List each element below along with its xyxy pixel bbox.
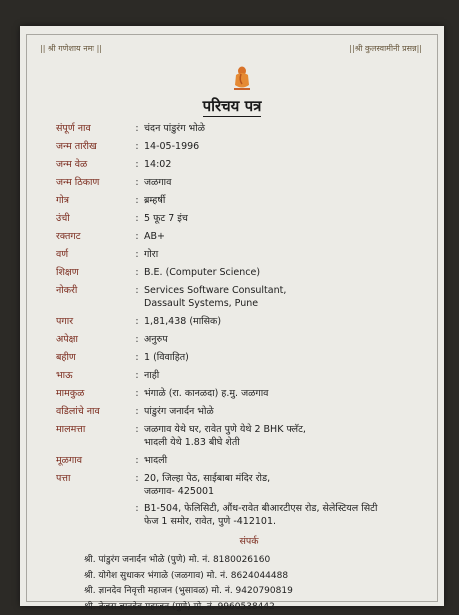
detail-value-line: गोरा: [144, 248, 436, 261]
detail-row: [56, 212, 436, 225]
detail-row: [56, 140, 436, 153]
detail-value: [144, 454, 436, 467]
detail-row: [56, 333, 436, 346]
detail-value: [144, 405, 436, 418]
detail-value-line: भादली: [144, 454, 436, 467]
detail-label: मालमत्ता: [56, 423, 130, 449]
detail-colon: :: [130, 454, 144, 467]
detail-value: [144, 266, 436, 279]
detail-value: [144, 369, 436, 382]
detail-value-line: Dassault Systems, Pune: [144, 297, 436, 310]
detail-row: [56, 351, 436, 364]
detail-label: मामकुळ: [56, 387, 130, 400]
detail-value-line: 20, जिल्हा पेठ, साईबाबा मंदिर रोड,: [144, 472, 436, 485]
detail-colon: :: [130, 194, 144, 207]
detail-value: [144, 140, 436, 153]
detail-value-line: भादली येथे 1.83 बीघे शेती: [144, 436, 436, 449]
contacts-list: [70, 553, 410, 615]
detail-value-line: AB+: [144, 230, 436, 243]
detail-colon: :: [130, 502, 144, 528]
detail-colon: :: [130, 284, 144, 310]
header-left-text: || श्री गणेशाय नमः ||: [40, 43, 102, 54]
detail-value: [144, 248, 436, 261]
detail-label: जन्म वेळ: [56, 158, 130, 171]
detail-label: [56, 502, 130, 528]
page-title-text: परिचय पत्र: [203, 97, 262, 117]
detail-value: [144, 315, 436, 328]
detail-value: [144, 502, 436, 528]
detail-row: [56, 284, 436, 310]
detail-value: [144, 176, 436, 189]
detail-value-line: 14:02: [144, 158, 436, 171]
detail-colon: :: [130, 315, 144, 328]
detail-colon: :: [130, 230, 144, 243]
contact-line: श्री. ज्ञानदेव निवृत्ती महाजन (भुसावळ) मो. नं. 9420790819: [84, 584, 410, 600]
detail-colon: :: [130, 140, 144, 153]
detail-value-line: B.E. (Computer Science): [144, 266, 436, 279]
detail-value: [144, 387, 436, 400]
details-list: [56, 122, 436, 533]
detail-colon: :: [130, 248, 144, 261]
contact-line: श्री. तेजस ज्ञानदेव महाजन (पुणे) मो. नं. 9960538442: [84, 600, 410, 615]
detail-value-line: 1,81,438 (मासिक): [144, 315, 436, 328]
detail-colon: :: [130, 369, 144, 382]
detail-row: [56, 266, 436, 279]
detail-label: मूळगाव: [56, 454, 130, 467]
detail-value-line: ब्रम्हर्षी: [144, 194, 436, 207]
detail-value-line: जळगाव येथे घर, रावेत पुणे येथे 2 BHK फ्लॅट,: [144, 423, 436, 436]
detail-value-line: B1-504, फेलिसिटी, औंध-रावेत बीआरटीएस रोड, सेलेस्टियल सिटी: [144, 502, 436, 515]
detail-value: [144, 212, 436, 225]
detail-value: [144, 122, 436, 135]
detail-label: पगार: [56, 315, 130, 328]
detail-value: [144, 284, 436, 310]
detail-value-line: जळगाव- 425001: [144, 485, 436, 498]
detail-value-line: जळगाव: [144, 176, 436, 189]
detail-colon: :: [130, 122, 144, 135]
detail-colon: :: [130, 176, 144, 189]
detail-label: उंची: [56, 212, 130, 225]
detail-value-line: 1 (विवाहित): [144, 351, 436, 364]
detail-colon: :: [130, 387, 144, 400]
detail-row: [56, 176, 436, 189]
detail-value-line: 5 फूट 7 इंच: [144, 212, 436, 225]
detail-value-line: 14-05-1996: [144, 140, 436, 153]
detail-value: [144, 230, 436, 243]
detail-value-line: भंगाळे (रा. कानळदा) ह.मु. जळगाव: [144, 387, 436, 400]
detail-label: वर्ण: [56, 248, 130, 261]
detail-label: संपूर्ण नाव: [56, 122, 130, 135]
detail-colon: :: [130, 212, 144, 225]
detail-value: [144, 194, 436, 207]
detail-row: [56, 248, 436, 261]
detail-row: [56, 387, 436, 400]
detail-colon: :: [130, 266, 144, 279]
detail-row: [56, 122, 436, 135]
detail-value-line: फेज 1 समोर, रावेत, पुणे -412101.: [144, 515, 436, 528]
detail-colon: :: [130, 472, 144, 498]
detail-row: [56, 230, 436, 243]
detail-row: [56, 502, 436, 528]
detail-row: [56, 315, 436, 328]
header-right-text: ||श्री कुलस्वामीनी प्रसन्न||: [349, 43, 422, 54]
detail-value-line: पांडुरंग जनार्दन भोळे: [144, 405, 436, 418]
page-title: [20, 96, 444, 116]
detail-value: [144, 423, 436, 449]
detail-colon: :: [130, 351, 144, 364]
detail-row: [56, 369, 436, 382]
contact-line: श्री. पांडुरंग जनार्दन भोळे (पुणे) मो. नं. 8180026160: [84, 553, 410, 569]
detail-label: पत्ता: [56, 472, 130, 498]
detail-colon: :: [130, 405, 144, 418]
detail-label: नोकरी: [56, 284, 130, 310]
detail-label: बहीण: [56, 351, 130, 364]
ganesh-icon: [232, 65, 252, 91]
contacts-heading: संपर्क: [88, 534, 410, 547]
detail-colon: :: [130, 158, 144, 171]
detail-value: [144, 472, 436, 498]
detail-value-line: अनुरुप: [144, 333, 436, 346]
detail-colon: :: [130, 423, 144, 449]
detail-label: शिक्षण: [56, 266, 130, 279]
detail-value-line: चंदन पांडुरंग भोळे: [144, 122, 436, 135]
detail-row: [56, 158, 436, 171]
detail-row: [56, 423, 436, 449]
detail-label: जन्म तारीख: [56, 140, 130, 153]
detail-colon: :: [130, 333, 144, 346]
contacts-section: [70, 534, 410, 615]
detail-value-line: Services Software Consultant,: [144, 284, 436, 297]
detail-value: [144, 333, 436, 346]
detail-value: [144, 158, 436, 171]
detail-row: [56, 472, 436, 498]
detail-value: [144, 351, 436, 364]
detail-row: [56, 454, 436, 467]
detail-row: [56, 194, 436, 207]
detail-label: अपेक्षा: [56, 333, 130, 346]
detail-label: वडिलांचे नाव: [56, 405, 130, 418]
detail-label: जन्म ठिकाण: [56, 176, 130, 189]
detail-label: भाऊ: [56, 369, 130, 382]
detail-label: रक्तगट: [56, 230, 130, 243]
detail-label: गोत्र: [56, 194, 130, 207]
detail-row: [56, 405, 436, 418]
contact-line: श्री. योगेश सुधाकर भंगाळे (जळगाव) मो. नं. 8624044488: [84, 569, 410, 585]
detail-value-line: नाही: [144, 369, 436, 382]
biodata-page: [20, 26, 444, 606]
